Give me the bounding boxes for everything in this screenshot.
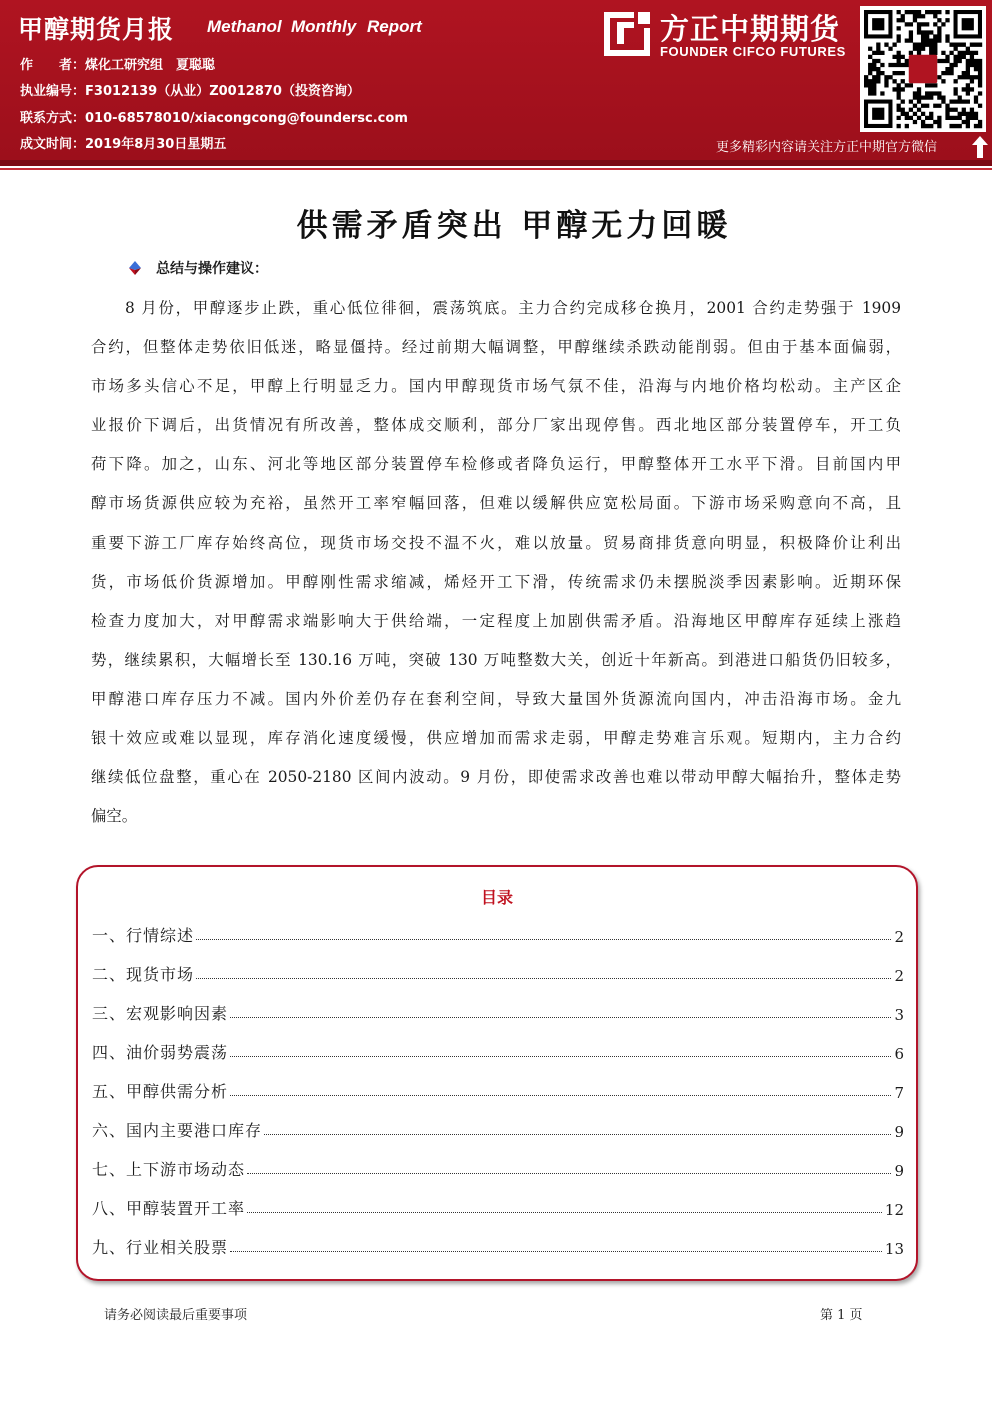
toc-item[interactable]	[92, 1117, 904, 1141]
toc-item-label: 六、国内主要港口库存	[92, 1121, 263, 1140]
report-title-en-word: Methanol	[207, 17, 282, 36]
meta-key: 成文时间：	[20, 137, 86, 152]
summary-heading	[128, 258, 268, 278]
meta-author	[20, 54, 215, 73]
wechat-qr-code-icon	[860, 6, 986, 132]
toc-leader-dots	[247, 1212, 882, 1213]
meta-key: 作 者：	[20, 58, 86, 73]
paragraph-line: 检查力度加大，对甲醇需求端影响大于供给端，一定程度上加剧供需矛盾。沿海地区甲醇库存延续上涨趋	[91, 611, 901, 630]
toc-leader-dots	[247, 1173, 891, 1174]
paragraph-line: 甲醇港口库存压力不减。国内外价差仍存在套利空间，导致大量国外货源流向国内，冲击沿海市场。金九	[91, 689, 901, 708]
meta-key: 联系方式：	[20, 111, 86, 126]
toc-leader-dots	[196, 939, 891, 940]
paragraph-line: 市场多头信心不足，甲醇上行明显乏力。国内甲醇现货市场气氛不佳，沿海与内地价格均松动。主产区企	[91, 377, 901, 396]
toc-item-page: 6	[894, 1045, 904, 1063]
toc-leader-dots	[230, 1095, 891, 1096]
meta-key: 执业编号：	[20, 84, 86, 99]
toc-item-label: 七、上下游市场动态	[92, 1160, 246, 1179]
toc-title: 目录	[480, 888, 513, 907]
toc-item[interactable]	[92, 1156, 904, 1180]
toc-item-label: 五、甲醇供需分析	[92, 1082, 229, 1101]
paragraph-line: 偏空。	[91, 807, 138, 826]
toc-item-label: 四、油价弱势震荡	[92, 1043, 229, 1062]
toc-item-label: 一、行情综述	[92, 926, 195, 945]
toc-item[interactable]	[92, 1078, 904, 1102]
toc-leader-dots	[264, 1134, 891, 1135]
paragraph-line: 荷下降。加之，山东、河北等地区部分装置停车检修或者降负运行，甲醇整体开工水平下滑。目前国内甲	[91, 455, 901, 474]
toc-item[interactable]	[92, 1234, 904, 1258]
follow-wechat-text: 更多精彩内容请关注方正中期官方微信	[716, 140, 938, 155]
toc-item[interactable]	[92, 1195, 904, 1219]
toc-item-label: 二、现货市场	[92, 965, 195, 984]
summary-paragraph	[91, 289, 901, 836]
toc-item-page: 13	[884, 1240, 904, 1258]
toc-leader-dots	[230, 1251, 882, 1252]
bullet-diamond-icon	[128, 261, 142, 275]
toc-item[interactable]	[92, 1000, 904, 1024]
meta-value: F3012139（从业）Z0012870（投资咨询）	[85, 84, 360, 99]
header-divider-thin	[0, 168, 992, 170]
paragraph-line: 业报价下调后，出货情况有所改善，整体成交顺利，部分厂家出现停售。西北地区部分装置停车，开工负	[91, 416, 901, 435]
toc-leader-dots	[230, 1056, 891, 1057]
paragraph-line: 继续低位盘整，重心在 2050-2180 区间内波动。9 月份，即使需求改善也难以带动甲醇大幅抬升，整体走势	[91, 768, 901, 787]
toc-item-label: 三、宏观影响因素	[92, 1004, 229, 1023]
paragraph-line: 8 月份，甲醇逐步止跌，重心低位徘徊，震荡筑底。主力合约完成移仓换月，2001 合约走势强于 1909	[125, 299, 901, 317]
toc-item-page: 12	[884, 1201, 904, 1219]
page-title: 供需矛盾突出 甲醇无力回暖	[296, 208, 732, 244]
paragraph-line: 重要下游工厂库存始终高位，现货市场交投不温不火，难以放量。贸易商排货意向明显，积极降价让利出	[91, 533, 901, 552]
meta-value: 010-68578010/xiacongcong@foundersc.com	[85, 111, 408, 126]
report-header	[0, 0, 992, 160]
qr-code-graphic	[860, 6, 986, 132]
toc-item-label: 九、行业相关股票	[92, 1238, 229, 1257]
meta-date	[20, 133, 226, 152]
toc-item-label: 八、甲醇装置开工率	[92, 1199, 246, 1218]
meta-contact	[20, 107, 408, 126]
company-logo-text: 方正中期期货	[660, 12, 841, 46]
paragraph-line: 银十效应或难以显现，库存消化速度缓慢，供应增加而需求走弱，甲醇走势难言乐观。短期内，主力合约	[91, 729, 901, 748]
report-title: 甲醇期货月报	[18, 15, 175, 44]
paragraph-line: 势，继续累积，大幅增长至 130.16 万吨，突破 130 万吨整数大关，创近十年新高。到港进口船货仍旧较多，	[91, 650, 901, 669]
summary-heading-text: 总结与操作建议：	[156, 261, 268, 277]
meta-value: 2019年8月30日星期五	[85, 137, 227, 152]
arrow-up-icon	[972, 136, 988, 158]
meta-license	[20, 80, 360, 99]
toc-item-page: 9	[894, 1123, 904, 1141]
report-title-en-word: Monthly	[291, 17, 357, 36]
toc-item-page: 9	[894, 1162, 904, 1180]
toc-item-page: 2	[894, 928, 904, 946]
company-logo-en: FOUNDER CIFCO FUTURES	[660, 44, 846, 59]
toc-item-page: 3	[894, 1006, 904, 1024]
header-divider	[0, 160, 992, 166]
toc-item-page: 2	[894, 967, 904, 985]
paragraph-line: 货，市场低价货源增加。甲醇刚性需求缩减，烯烃开工下滑，传统需求仍未摆脱淡季因素影响。近期环保	[91, 572, 901, 591]
toc-leader-dots	[196, 978, 891, 979]
report-title-en-word: Report	[367, 17, 422, 36]
toc-leader-dots	[230, 1017, 891, 1018]
toc-item[interactable]	[92, 961, 904, 985]
toc-item-page: 7	[894, 1084, 904, 1102]
footer-disclaimer-note: 请务必阅读最后重要事项	[104, 1308, 248, 1323]
toc-item[interactable]	[92, 922, 904, 946]
footer-page-number: 第 1 页	[820, 1308, 863, 1323]
paragraph-line: 醇市场货源供应较为充裕，虽然开工率窄幅回落，但难以缓解供应宽松局面。下游市场采购意向不高，且	[91, 494, 901, 513]
meta-value: 煤化工研究组 夏聪聪	[85, 58, 216, 73]
company-logo-icon	[604, 12, 650, 56]
toc-item[interactable]	[92, 1039, 904, 1063]
table-of-contents	[76, 865, 918, 1281]
paragraph-line: 合约，但整体走势依旧低迷，略显僵持。经过前期大幅调整，甲醇继续杀跌动能削弱。但由于基本面偏弱，	[91, 338, 901, 357]
